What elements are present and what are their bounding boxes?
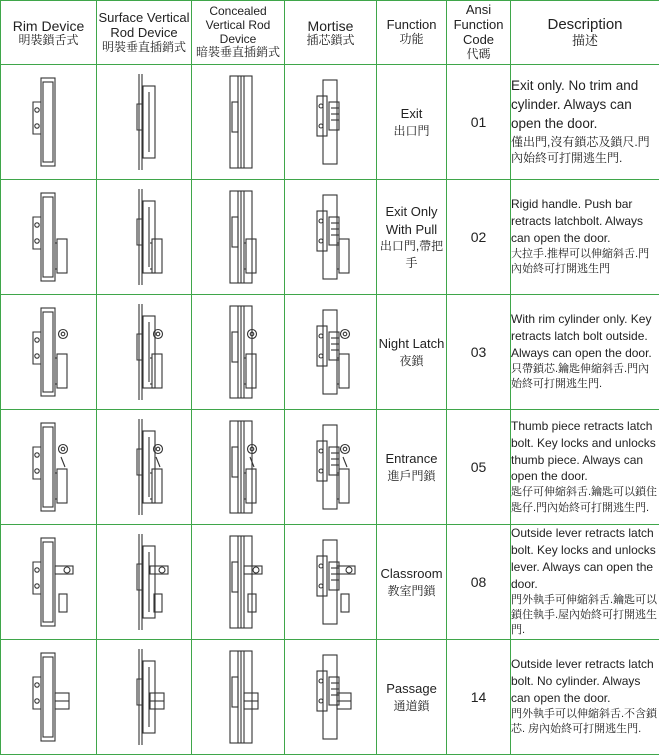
surface-vertical-rod-cell	[97, 410, 192, 525]
header-surface-vertical-rod: Surface Vertical Rod Device 明裝垂直插銷式	[97, 1, 192, 65]
function-cell: Entrance 進戶門鎖	[377, 410, 447, 525]
table-row	[1, 525, 659, 640]
surface-vertical-rod-icon	[114, 187, 174, 287]
rim-device-cell	[1, 65, 97, 180]
concealed-vertical-rod-icon	[208, 72, 268, 172]
rim-device-cell	[1, 640, 97, 755]
code-cell: 05	[447, 410, 511, 525]
mortise-cell	[285, 65, 377, 180]
mortise-cell	[285, 180, 377, 295]
header-row	[1, 1, 659, 65]
mortise-icon	[301, 302, 361, 402]
mortise-icon	[301, 532, 361, 632]
rim-device-cell	[1, 295, 97, 410]
surface-vertical-rod-icon	[114, 417, 174, 517]
description-cell: Rigid handle. Push bar retracts latchbolt. Always can open the door. 大拉手.推桿可以伸縮斜舌.門內始終可打開逃生門	[511, 180, 659, 295]
function-cell: Classroom 教室門鎖	[377, 525, 447, 640]
header-ansi-code: Ansi Function Code 代碼	[447, 1, 511, 65]
code-cell: 14	[447, 640, 511, 755]
rim-device-cell	[1, 525, 97, 640]
code-cell: 08	[447, 525, 511, 640]
function-cell: Night Latch 夜鎖	[377, 295, 447, 410]
concealed-vertical-rod-icon	[208, 417, 268, 517]
mortise-cell	[285, 410, 377, 525]
description-cell: Outside lever retracts latch bolt. No cylinder. Always can open the door. 門外執手可以伸縮斜舌.不含鎖芯. 房內始終可打開逃生門.	[511, 640, 659, 755]
header-description: Description 描述	[511, 1, 659, 65]
surface-vertical-rod-cell	[97, 525, 192, 640]
mortise-icon	[301, 187, 361, 287]
table-row	[1, 640, 659, 755]
rim-device-icon	[19, 532, 79, 632]
surface-vertical-rod-icon	[114, 647, 174, 747]
description-cell: Exit only. No trim and cylinder. Always can open the door. 僅出門,沒有鎖芯及鎖尺.門內始終可打開逃生門.	[511, 65, 659, 180]
table-row	[1, 180, 659, 295]
header-mortise: Mortise 插芯鎖式	[285, 1, 377, 65]
surface-vertical-rod-cell	[97, 180, 192, 295]
header-function: Function 功能	[377, 1, 447, 65]
surface-vertical-rod-icon	[114, 532, 174, 632]
surface-vertical-rod-icon	[114, 72, 174, 172]
rim-device-icon	[19, 647, 79, 747]
function-cell: Exit 出口門	[377, 65, 447, 180]
surface-vertical-rod-icon	[114, 302, 174, 402]
rim-device-icon	[19, 72, 79, 172]
function-cell: Exit Only With Pull 出口門,帶把手	[377, 180, 447, 295]
mortise-cell	[285, 640, 377, 755]
concealed-vertical-rod-icon	[208, 647, 268, 747]
mortise-icon	[301, 417, 361, 517]
description-cell: With rim cylinder only. Key retracts latch bolt outside. Always can open the door. 只帶鎖芯.鑰匙伸縮斜舌.門內始終可打開逃生門.	[511, 295, 659, 410]
mortise-cell	[285, 525, 377, 640]
concealed-vertical-rod-cell	[192, 65, 285, 180]
rim-device-cell	[1, 180, 97, 295]
mortise-cell	[285, 295, 377, 410]
surface-vertical-rod-cell	[97, 295, 192, 410]
surface-vertical-rod-cell	[97, 65, 192, 180]
description-cell: Thumb piece retracts latch bolt. Key locks and unlocks thumb piece. Always can open the door. 匙仔可伸縮斜舌.鑰匙可以鎖住匙仔.門內始終可打開逃生門.	[511, 410, 659, 525]
rim-device-cell	[1, 410, 97, 525]
mortise-icon	[301, 72, 361, 172]
header-rim-device: Rim Device 明裝鎖舌式	[1, 1, 97, 65]
concealed-vertical-rod-icon	[208, 187, 268, 287]
code-cell: 01	[447, 65, 511, 180]
description-cell: Outside lever retracts latch bolt. Key locks and unlocks lever. Always can open the door. 門外執手可伸縮斜舌.鑰匙可以鎖住執手.屋內始終可打開逃生門.	[511, 525, 659, 640]
table-row	[1, 410, 659, 525]
mortise-icon	[301, 647, 361, 747]
concealed-vertical-rod-icon	[208, 302, 268, 402]
function-cell: Passage 通道鎖	[377, 640, 447, 755]
code-cell: 03	[447, 295, 511, 410]
concealed-vertical-rod-cell	[192, 410, 285, 525]
concealed-vertical-rod-icon	[208, 532, 268, 632]
surface-vertical-rod-cell	[97, 640, 192, 755]
table-row	[1, 65, 659, 180]
header-concealed-vertical-rod: Concealed Vertical Rod Device 暗裝垂直插銷式	[192, 1, 285, 65]
table-row	[1, 295, 659, 410]
concealed-vertical-rod-cell	[192, 640, 285, 755]
code-cell: 02	[447, 180, 511, 295]
rim-device-icon	[19, 417, 79, 517]
rim-device-icon	[19, 187, 79, 287]
concealed-vertical-rod-cell	[192, 180, 285, 295]
concealed-vertical-rod-cell	[192, 525, 285, 640]
rim-device-icon	[19, 302, 79, 402]
concealed-vertical-rod-cell	[192, 295, 285, 410]
